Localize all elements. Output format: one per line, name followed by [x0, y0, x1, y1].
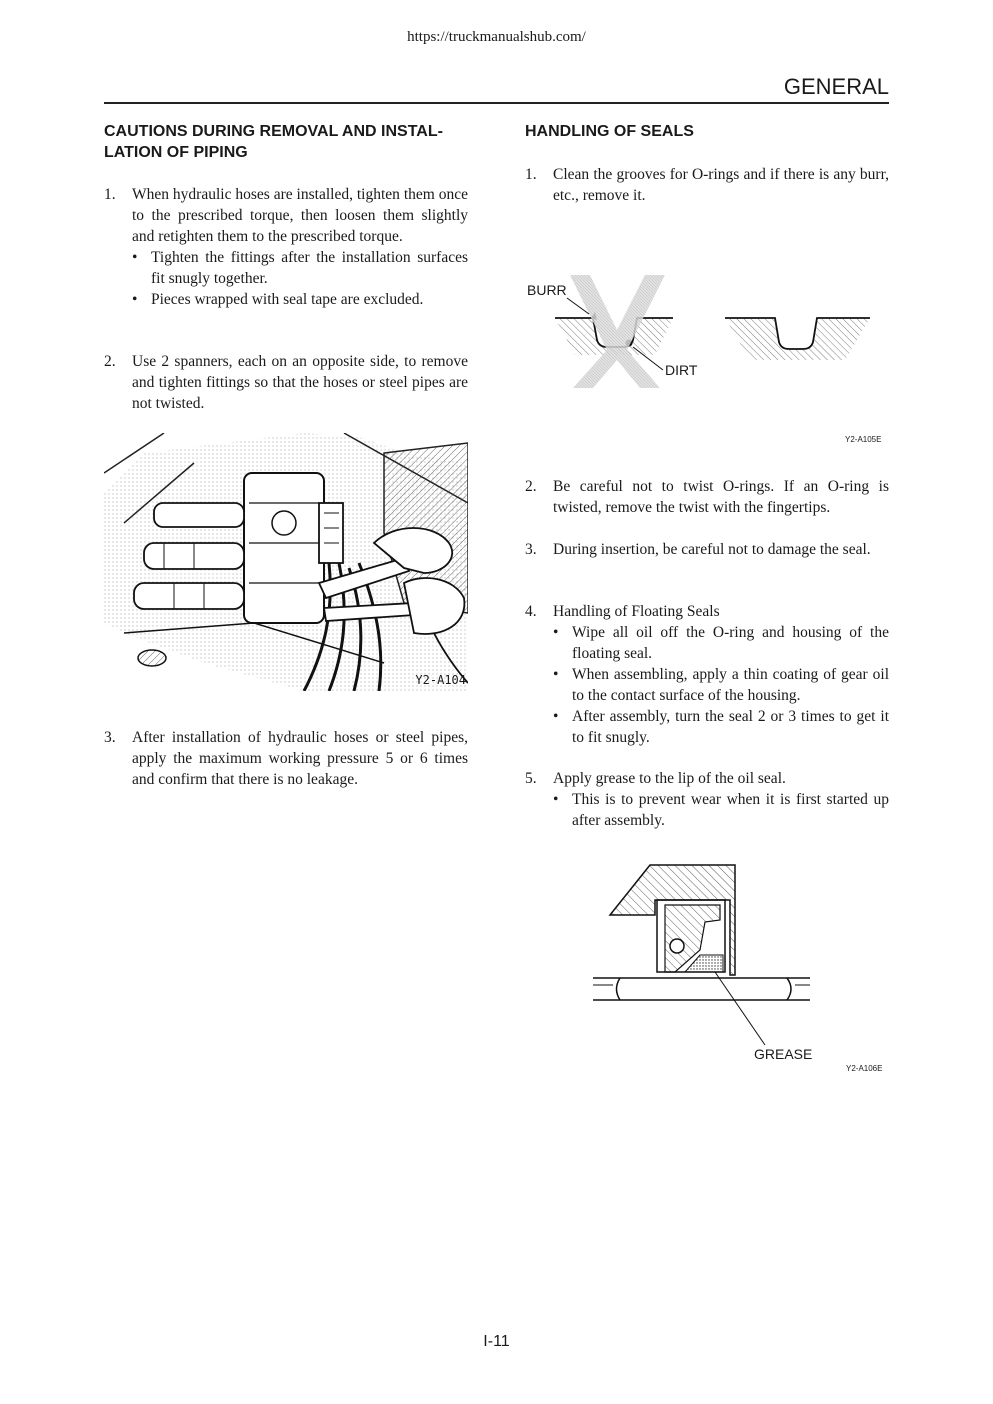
bullet-item: • This is to prevent wear when it is first started up after assembly.: [553, 791, 889, 829]
left-heading-line-1: CAUTIONS DURING REMOVAL AND INSTAL-: [104, 123, 443, 140]
burr-label: BURR: [527, 282, 567, 298]
item-text: When hydraulic hoses are installed, tighten them once to the prescribed torque, then loosen them slightly and retighten them to the prescribed torque.: [132, 186, 468, 245]
bullet-item: • After assembly, turn the seal 2 or 3 times to get it to fit snugly.: [553, 708, 889, 746]
item-text: Apply grease to the lip of the oil seal.: [553, 770, 786, 787]
left-item-2: [104, 351, 468, 414]
item-number: 3.: [104, 729, 116, 746]
item-text: Be careful not to twist O-rings. If an O-ring is twisted, remove the twist with the fingertips.: [553, 478, 889, 516]
right-item-1: [525, 164, 889, 206]
item-number: 4.: [525, 603, 537, 620]
figure-oil-seal-grease: [525, 860, 889, 1080]
right-item-2: [525, 476, 889, 518]
figure-hydraulic-spanners: [104, 433, 468, 691]
grease-label: GREASE: [754, 1046, 813, 1062]
right-item-5: [525, 768, 889, 831]
item-number: 1.: [104, 186, 116, 203]
item-number: 3.: [525, 541, 537, 558]
figure1-code: Y2-A104: [415, 673, 466, 687]
left-heading: [104, 121, 468, 163]
bullet-text: Pieces wrapped with seal tape are excluded.: [151, 291, 424, 308]
oring-groove-illustration: [525, 270, 889, 450]
item-text: After installation of hydraulic hoses or steel pipes, apply the maximum working pressure 5 or 6 times and confirm that there is no leakage.: [132, 729, 468, 788]
bullet-item: • Wipe all oil off the O-ring and housing of the floating seal.: [553, 624, 889, 662]
bullet-text: Tighten the fittings after the installation surfaces fit snugly together.: [151, 249, 468, 287]
item-text: Handling of Floating Seals: [553, 603, 720, 620]
dirt-label: DIRT: [665, 362, 698, 378]
item-text: Use 2 spanners, each on an opposite side, to remove and tighten fittings so that the hoses or steel pipes are not twisted.: [132, 353, 468, 412]
left-heading-line-2: LATION OF PIPING: [104, 144, 248, 161]
figure2-code: Y2-A105E: [845, 435, 882, 444]
bullet-item: • When assembling, apply a thin coating of gear oil to the contact surface of the housing.: [553, 666, 889, 704]
left-item-3: [104, 727, 468, 790]
bullet-item: • Tighten the fittings after the installation surfaces fit snugly together.: [132, 249, 468, 287]
item-number: 1.: [525, 166, 537, 183]
right-heading: HANDLING OF SEALS: [525, 123, 694, 140]
oil-seal-illustration: [525, 860, 889, 1060]
page-number: I-11: [483, 1333, 510, 1350]
right-item-3: [525, 539, 889, 560]
figure-oring-groove: [525, 270, 889, 450]
hydraulic-pump-illustration: [104, 433, 468, 691]
source-url: https://truckmanualshub.com/: [407, 29, 586, 45]
item-text: During insertion, be careful not to damage the seal.: [553, 541, 871, 558]
bullet-text: When assembling, apply a thin coating of gear oil to the contact surface of the housing.: [572, 666, 889, 704]
item-number: 2.: [525, 478, 537, 495]
bullet-text: This is to prevent wear when it is first started up after assembly.: [572, 791, 889, 829]
figure3-code: Y2-A106E: [846, 1064, 883, 1073]
item-number: 5.: [525, 770, 537, 787]
section-title: GENERAL: [783, 74, 889, 99]
right-item-4: [525, 601, 889, 748]
item-text: Clean the grooves for O-rings and if there is any burr, etc., remove it.: [553, 166, 889, 204]
header-rule: [104, 102, 889, 104]
left-item-1: [104, 184, 468, 310]
bullet-text: After assembly, turn the seal 2 or 3 times to get it to fit snugly.: [572, 708, 889, 746]
bullet-item: • Pieces wrapped with seal tape are excluded.: [132, 291, 424, 308]
item-number: 2.: [104, 353, 116, 370]
bullet-text: Wipe all oil off the O-ring and housing of the floating seal.: [572, 624, 889, 662]
